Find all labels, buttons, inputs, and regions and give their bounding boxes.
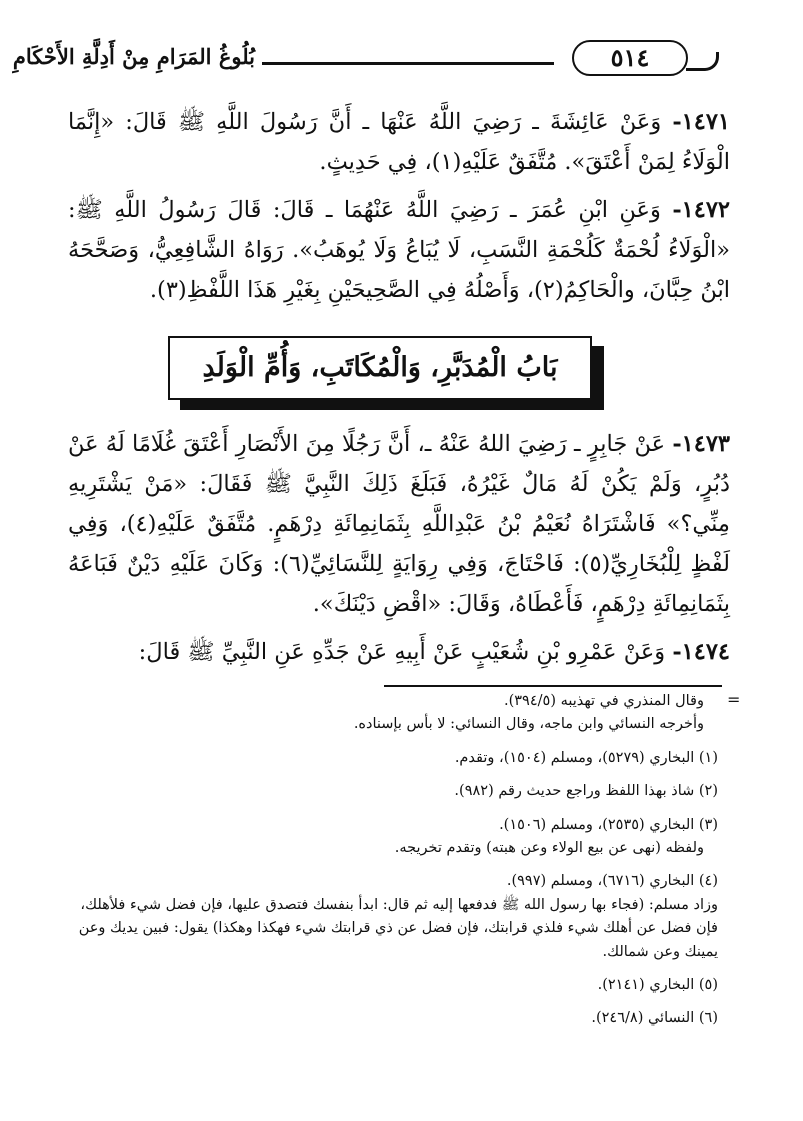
hadith-text: وَعَنْ عَمْرِو بْنِ شُعَيْبٍ عَنْ أَبِيهِ عَنْ جَدِّهِ عَنِ النَّبِيِّ ﷺ قَالَ: (138, 639, 666, 665)
footnote-3-detail: ولفظه (نهى عن بيع الولاء وعن هبته) وتقدم تخريجه. (394, 840, 704, 857)
hadith-1474 (68, 632, 730, 672)
hadith-number: ١٤٧٢- (672, 197, 730, 223)
chapter-title: بَابُ الْمُدَبَّرِ، وَالْمُكَاتَبِ، وَأُمِّ الْوَلَدِ (168, 336, 592, 400)
hadith-1473 (68, 424, 730, 624)
page-number-ornament (686, 52, 719, 71)
header-rule (262, 62, 554, 65)
footnote-3: (٣) البخاري (٢٥٣٥)، ومسلم (١٥٠٦). (499, 816, 718, 833)
hadith-text: وَعَنْ عَائِشَةَ ـ رَضِيَ اللَّهُ عَنْهَا ـ أَنَّ رَسُولَ اللَّهِ ﷺ قَالَ: «إِنَّمَا الْوَلَاءُ لِمَنْ أَعْتَقَ». مُتَّفَقٌ عَلَيْهِ(١)، فِي حَدِيثٍ. (68, 109, 730, 175)
footnote-2: (٢) شاذ بهذا اللفظ وراجع حديث رقم (٩٨٢). (454, 783, 718, 800)
footnote-1: (١) البخاري (٥٢٧٩)، ومسلم (١٥٠٤)، وتقدم. (454, 749, 718, 766)
page-number: ٥١٤ (572, 40, 688, 76)
hadith-1471 (68, 102, 730, 182)
hadith-number: ١٤٧٣- (672, 431, 730, 457)
book-title: بُلُوغُ المَرَامِ مِنْ أَدِلَّةِ الأَحْكَامِ (12, 44, 255, 69)
footnote-continuation-line: وأخرجه النسائي وابن ماجه، وقال النسائي: لا بأس بإسناده. (353, 716, 704, 733)
footnote-5: (٥) البخاري (٢١٤١). (597, 977, 718, 994)
hadith-1472 (68, 190, 730, 310)
hadith-text: وَعَنِ ابْنِ عُمَرَ ـ رَضِيَ اللَّهُ عَنْهُمَا ـ قَالَ: قَالَ رَسُولُ اللَّهِ ﷺ: «الْوَلَاءُ لُحْمَةٌ كَلُحْمَةِ النَّسَبِ، لَا يُبَاعُ وَلَا يُوهَبُ». رَوَاهُ الشَّافِعِيُّ، وَصَحَّحَهُ ابْنُ حِبَّانَ، والْحَاكِمُ(٢)، وَأَصْلُهُ فِي الصَّحِيحَيْنِ بِغَيْرِ هَذَا اللَّفْظِ(٣). (68, 197, 730, 303)
footnote-continuation-line: وقال المنذري في تهذيبه (٣٩٤/٥). (503, 693, 704, 709)
footnote-separator (384, 685, 722, 687)
footnotes (56, 690, 718, 1031)
footnote-6: (٦) النسائي (٢٤٦/٨). (591, 1010, 718, 1027)
hadith-text: عَنْ جَابِرٍ ـ رَضِيَ اللهُ عَنْهُ ـ، أَنَّ رَجُلًا مِنَ الأَنْصَارِ أَعْتَقَ غُلَامًا لَهُ عَنْ دُبُرٍ، وَلَمْ يَكُنْ لَهُ مَالٌ غَيْرُهُ، فَبَلَغَ ذَلِكَ النَّبِيَّ ﷺ فَقَالَ: «مَنْ يَشْتَرِيهِ مِنِّي؟» فَاشْتَرَاهُ نُعَيْمُ بْنُ عَبْدِاللَّهِ بِثَمَانِمِائَةِ دِرْهَمٍ. مُتَّفَقٌ عَلَيْهِ(٤)، وَفِي لَفْظٍ لِلْبُخَارِيِّ(٥): فَاحْتَاجَ، وَفِي رِوَايَةٍ لِلنَّسَائِيِّ(٦): وَكَانَ عَلَيْهِ دَيْنٌ فَبَاعَهُ بِثَمَانِمِائَةِ دِرْهَمٍ، فَأَعْطَاهُ، وَقَالَ: «اقْضِ دَيْنَكَ». (68, 431, 731, 617)
footnote-4-detail: وزاد مسلم: (فجاء بها رسول الله ﷺ فدفعها إليه ثم قال: ابدأ بنفسك فتصدق عليها، فإن فضل شيء فلأهلك، فإن فضل عن أهلك شيء فلذي قرابتك، فإن فضل عن ذي قرابتك شيء فهكذا وهكذا) يقول: فبين يديك وعن يمينك وعن شمالك. (78, 896, 718, 960)
footnote-continuation-mark: = (727, 690, 741, 709)
hadith-number: ١٤٧١- (672, 109, 730, 135)
hadith-number: ١٤٧٤- (672, 639, 730, 665)
footnote-4: (٤) البخاري (٦٧١٦)، ومسلم (٩٩٧). (506, 873, 718, 890)
